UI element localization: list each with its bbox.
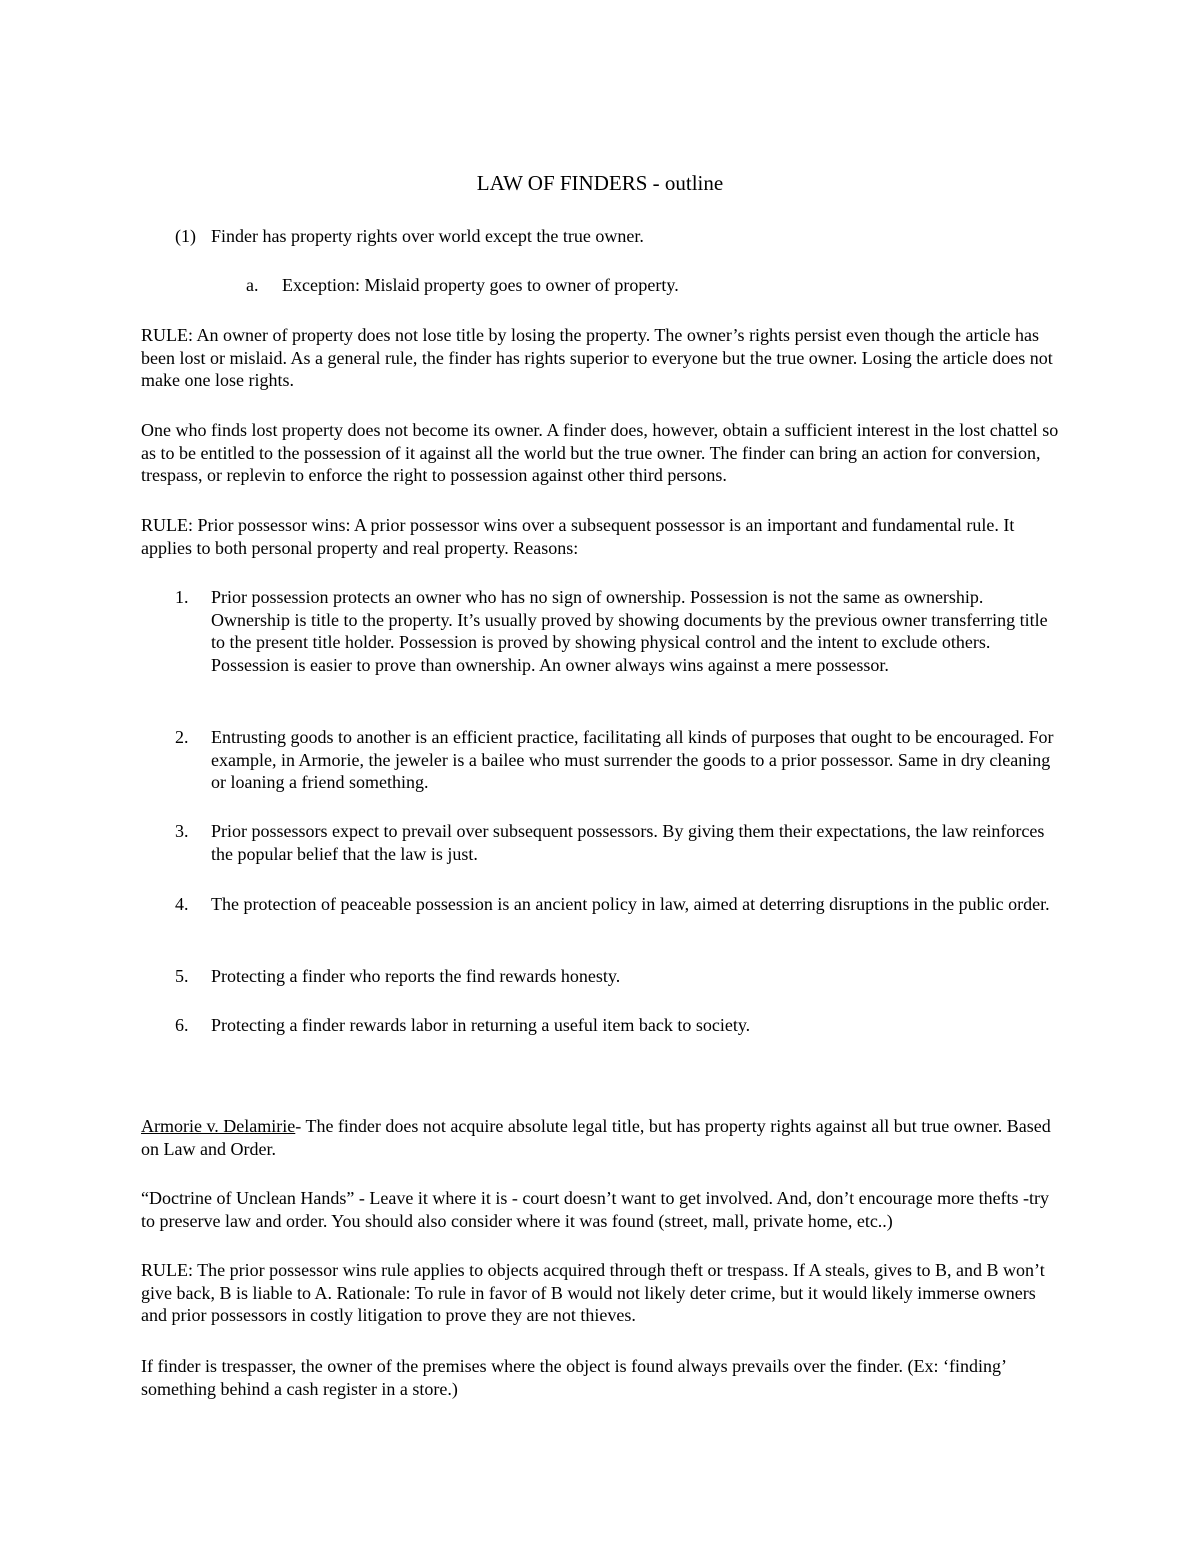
finder-interest-paragraph: One who finds lost property does not become its owner. A finder does, however, obtain a sufficient interest in the lost chattel so as to be entitled to the possession of it against all the world but the true owner. The finder can bring an action for conversion, trespass, or replevin to enforce the right to possession against other third persons. [141, 420, 1059, 485]
armorie-case-paragraph [141, 1115, 1061, 1160]
reason-text: Entrusting goods to another is an efficient practice, facilitating all kinds of purposes that ought to be encouraged. For example, in Armorie, the jeweler is a bailee who must surrender the goods to a prior possessor. Same in dry cleaning or loaning a friend something. [211, 727, 1054, 792]
armorie-case-text: - The finder does not acquire absolute legal title, but has property rights against all but true owner. Based on Law and Order. [141, 1116, 1051, 1159]
reason-number: 1. [175, 587, 189, 607]
reason-number: 4. [175, 894, 189, 914]
reason-text: The protection of peaceable possession is an ancient policy in law, aimed at deterring disruptions in the public order. [211, 894, 1050, 914]
rule-prior-possessor-paragraph: RULE: Prior possessor wins: A prior possessor wins over a subsequent possessor is an important and fundamental rule. It applies to both personal property and real property. Reasons: [141, 515, 1015, 558]
case-name-link: Armorie v. Delamirie [141, 1116, 296, 1136]
trespasser-paragraph: If finder is trespasser, the owner of the premises where the object is found always prevails over the finder. (Ex: ‘finding’ something behind a cash register in a store.) [141, 1356, 1006, 1399]
point-1-text: Finder has property rights over world except the true owner. [211, 226, 644, 246]
point-1-number: (1) [175, 226, 196, 246]
reason-text: Protecting a finder rewards labor in returning a useful item back to society. [211, 1015, 751, 1035]
rule-owner-title-paragraph: RULE: An owner of property does not lose title by losing the property. The owner’s rights persist even though the article has been lost or mislaid. As a general rule, the finder has rights superior to everyone but the true owner. Losing the article does not make one lose rights. [141, 325, 1053, 390]
reason-number: 6. [175, 1015, 189, 1035]
document-title: LAW OF FINDERS - outline [476, 171, 724, 195]
reason-text: Prior possessors expect to prevail over subsequent possessors. By giving them their expectations, the law reinforces the popular belief that the law is just. [211, 821, 1045, 864]
point-1a-letter: a. [246, 275, 259, 295]
reason-text: Protecting a finder who reports the find rewards honesty. [211, 966, 621, 986]
reason-number: 3. [175, 821, 189, 841]
reason-number: 5. [175, 966, 189, 986]
reason-number: 2. [175, 727, 189, 747]
reason-text: Prior possession protects an owner who has no sign of ownership. Possession is not the same as ownership. Ownership is title to the property. It’s usually proved by showing documents by the previous owner transferring title to the present title holder. Possession is proved by showing physical control and the intent to exclude others. Possession is easier to prove than ownership. An owner always wins against a mere possessor. [211, 587, 1048, 675]
point-1a-text: Exception: Mislaid property goes to owner of property. [282, 275, 679, 295]
unclean-hands-paragraph: “Doctrine of Unclean Hands” - Leave it where it is - court doesn’t want to get involved. And, don’t encourage more thefts -try to preserve law and order. You should also consider where it was found (street, mall, private home, etc..) [141, 1188, 1050, 1231]
rule-theft-trespass-paragraph: RULE: The prior possessor wins rule applies to objects acquired through theft or trespass. If A steals, gives to B, and B won’t give back, B is liable to A. Rationale: To rule in favor of B would not likely deter crime, but it would likely immerse owners and prior possessors in costly litigation to prove they are not thieves. [141, 1260, 1045, 1325]
